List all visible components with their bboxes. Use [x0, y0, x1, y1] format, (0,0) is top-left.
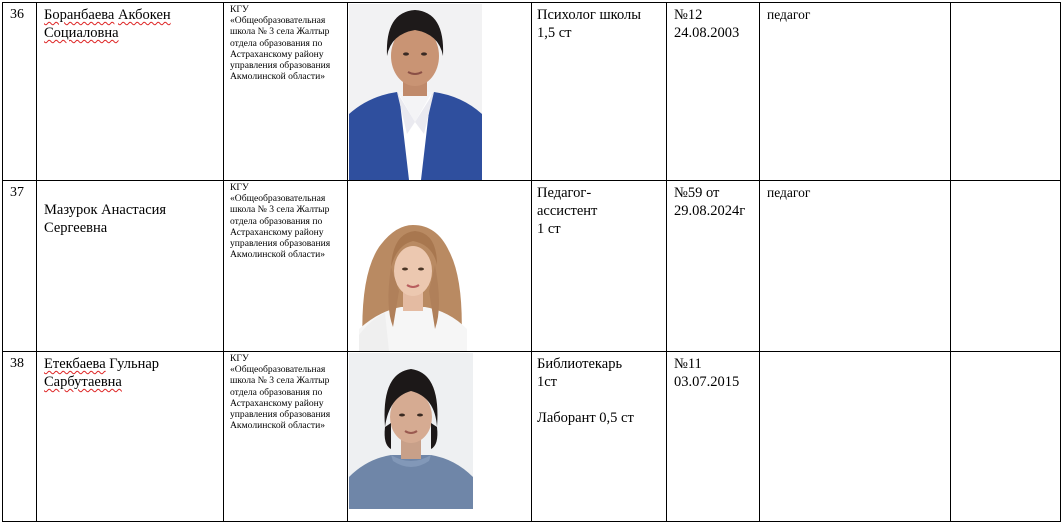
first-name: Гульнар	[109, 356, 160, 372]
staff-table	[2, 2, 1061, 522]
organization-text: КГУ «Общеобразовательная школа № 3 села Жалтыр отдела образования по Астраханскому району управления образования Акмолинской области»	[230, 353, 331, 432]
position-text: Педагог- ассистент 1 ст	[537, 185, 598, 237]
order-cell	[667, 3, 760, 181]
extra-text	[951, 3, 1060, 7]
position-cell	[532, 181, 667, 352]
row-number: 37	[10, 185, 24, 200]
photo-cell	[348, 3, 532, 181]
order-cell	[667, 352, 760, 522]
portrait-photo	[349, 353, 473, 509]
first-name: Акбокен	[118, 7, 171, 23]
full-name-cell	[37, 352, 224, 522]
order-cell	[667, 181, 760, 352]
full-name-cell	[37, 181, 224, 352]
row-number-cell	[3, 352, 37, 522]
surname: Етекбаева	[44, 356, 106, 372]
photo-cell	[348, 181, 532, 352]
organization-cell	[224, 352, 348, 522]
category-cell	[760, 3, 951, 181]
full-name	[37, 352, 223, 391]
order-text: №12 24.08.2003	[674, 7, 740, 41]
extra-text	[951, 352, 1060, 356]
full-name	[37, 181, 223, 237]
row-number: 38	[10, 356, 24, 371]
extra-cell	[951, 352, 1061, 522]
order-text: №59 от 29.08.2024г	[674, 185, 746, 219]
portrait-photo	[349, 4, 482, 180]
organization-cell	[224, 181, 348, 352]
table-row	[3, 181, 1061, 352]
table-row	[3, 3, 1061, 181]
row-number-cell	[3, 181, 37, 352]
full-name	[37, 3, 223, 42]
position-text: Психолог школы 1,5 ст	[537, 7, 641, 41]
full-name-cell	[37, 3, 224, 181]
portrait-photo	[349, 207, 477, 351]
category-cell	[760, 181, 951, 352]
position-cell	[532, 352, 667, 522]
patronymic: Сарбутаевна	[44, 374, 122, 390]
patronymic: Сергеевна	[44, 220, 108, 236]
organization-cell	[224, 3, 348, 181]
category-text: педагог	[767, 185, 811, 200]
extra-cell	[951, 181, 1061, 352]
category-text	[760, 352, 950, 356]
patronymic: Социаловна	[44, 25, 119, 41]
row-number-cell	[3, 3, 37, 181]
organization-text: КГУ «Общеобразовательная школа № 3 села Жалтыр отдела образования по Астраханскому району управления образования Акмолинской области»	[230, 4, 331, 83]
organization-text: КГУ «Общеобразовательная школа № 3 села Жалтыр отдела образования по Астраханскому району управления образования Акмолинской области»	[230, 182, 331, 261]
extra-text	[951, 181, 1060, 185]
extra-cell	[951, 3, 1061, 181]
table-row	[3, 352, 1061, 522]
category-cell	[760, 352, 951, 522]
position-text: Библиотекарь 1ст Лаборант 0,5 ст	[537, 356, 634, 426]
name-line-1: Мазурок Анастасия	[44, 202, 167, 218]
order-text: №11 03.07.2015	[674, 356, 740, 390]
surname: Боранбаева	[44, 7, 115, 23]
photo-cell	[348, 352, 532, 522]
row-number: 36	[10, 7, 24, 22]
position-cell	[532, 3, 667, 181]
category-text: педагог	[767, 7, 811, 22]
